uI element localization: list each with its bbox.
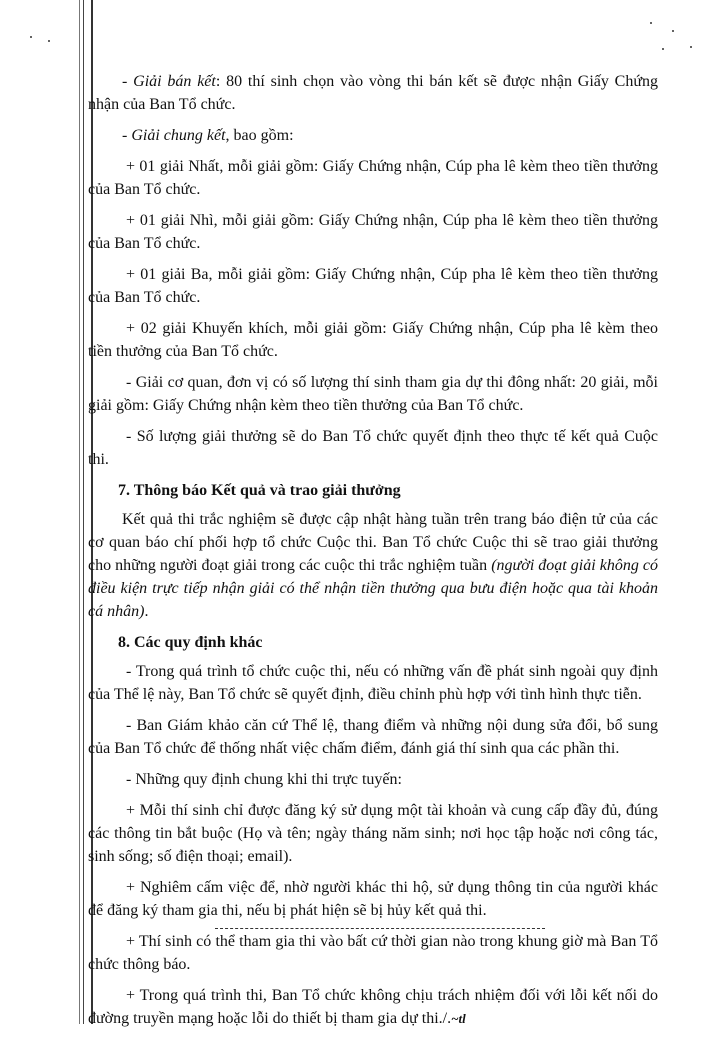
section-heading-7: 7. Thông báo Kết quả và trao giải thưởng: [118, 482, 401, 499]
paragraph-judging-panel: - Ban Giám khảo căn cứ Thể lệ, thang điểm và những nội dung sửa đổi, bổ sung của Ban Tổ chức để thống nhất việc chấm điểm, đánh giá thí sinh qua các phần thi.: [88, 717, 658, 757]
final-text: , bao gồm:: [225, 127, 294, 144]
final-label: Giải chung kết: [131, 127, 226, 144]
semifinal-text: : 80 thí sinh chọn vào vòng thi bán kết sẽ được nhận Giấy Chứng nhận của Ban Tổ chức.: [88, 73, 659, 113]
results-italic-note: (người đoạt giải không có điều kiện trực tiếp nhận giải có thể nhận tiền thưởng qua bưu điện hoặc qua tài khoản cá nhân): [88, 557, 659, 620]
paragraph-results-announcement: [88, 508, 658, 623]
document-body: [88, 70, 658, 1038]
paragraph-online-rules: - Những quy định chung khi thi trực tuyến:: [126, 771, 402, 788]
binding-line: [79, 0, 80, 1024]
paragraph-first-prize: + 01 giải Nhất, mỗi giải gồm: Giấy Chứng nhận, Cúp pha lê kèm theo tiền thưởng của Ban Tổ chức.: [88, 158, 658, 198]
paragraph-third-prize: + 01 giải Ba, mỗi giải gồm: Giấy Chứng nhận, Cúp pha lê kèm theo tiền thưởng của Ban Tổ chức.: [88, 266, 658, 306]
paragraph-liability: [88, 984, 658, 1030]
paragraph-semifinal-prize: - Giải bán kết: 80 thí sinh chọn vào vòng thi bán kết sẽ được nhận Giấy Chứng nhận của Ban Tổ chức.: [88, 73, 659, 113]
paragraph-any-time: + Thí sinh có thể tham gia thi vào bất cứ thời gian nào trong khung giờ mà Ban Tổ chức thông báo.: [88, 933, 658, 973]
end-divider: [215, 928, 545, 929]
initials-mark: ~tl: [451, 1011, 466, 1026]
binding-line: [83, 0, 84, 1024]
section-heading-8: 8. Các quy định khác: [118, 634, 263, 651]
paragraph-organization-prize: - Giải cơ quan, đơn vị có số lượng thí sinh tham gia dự thi đông nhất: 20 giải, mỗi giải gồm: Giấy Chứng nhận kèm theo tiền thưởng của Ban Tổ chức.: [88, 374, 658, 414]
liability-text: + Trong quá trình thi, Ban Tổ chức không chịu trách nhiệm đối với lỗi kết nối do đường truyền mạng hoặc lỗi do thiết bị tham gia dự thi./.: [88, 987, 658, 1027]
results-text: Kết quả thi trắc nghiệm sẽ được cập nhật hàng tuần trên trang báo điện tử của các cơ quan báo chí phối hợp tổ chức Cuộc thi. Ban Tổ chức Cuộc thi sẽ trao giải thưởng cho những người đoạt giải trong các cuộc thi trắc nghiệm tuần: [88, 511, 658, 574]
paragraph-second-prize: + 01 giải Nhì, mỗi giải gồm: Giấy Chứng nhận, Cúp pha lê kèm theo tiền thưởng của Ban Tổ chức.: [88, 212, 658, 252]
scan-speck: [30, 36, 32, 38]
semifinal-label: Giải bán kết: [133, 73, 216, 90]
paragraph-organizer-decision: - Trong quá trình tổ chức cuộc thi, nếu có những vấn đề phát sinh ngoài quy định của Thể lệ này, Ban Tổ chức sẽ quyết định, điều chỉnh phù hợp với tình hình thực tiễn.: [88, 663, 658, 703]
scan-speck: [690, 46, 692, 48]
scan-speck: [48, 40, 50, 42]
results-end: .: [144, 603, 149, 620]
paragraph-encouragement-prize: + 02 giải Khuyến khích, mỗi giải gồm: Giấy Chứng nhận, Cúp pha lê kèm theo tiền thưởng của Ban Tổ chức.: [88, 320, 658, 360]
scan-speck: [672, 30, 674, 32]
paragraph-final-prize: - Giải chung kết, bao gồm:: [122, 127, 294, 144]
paragraph-prize-count: - Số lượng giải thưởng sẽ do Ban Tổ chức quyết định theo thực tế kết quả Cuộc thi.: [88, 428, 658, 468]
paragraph-one-account: + Mỗi thí sinh chỉ được đăng ký sử dụng một tài khoản và cung cấp đầy đủ, đúng các thông tin bắt buộc (Họ và tên; ngày tháng năm sinh; nơi học tập hoặc nơi công tác, sinh sống; số điện thoại; email).: [88, 802, 658, 865]
paragraph-no-proxy: + Nghiêm cấm việc để, nhờ người khác thi hộ, sử dụng thông tin của người khác để đăng ký tham gia thi, nếu bị phát hiện sẽ bị hủy kết quả thi.: [88, 879, 658, 919]
scan-speck: [650, 22, 652, 24]
scan-speck: [662, 48, 664, 50]
